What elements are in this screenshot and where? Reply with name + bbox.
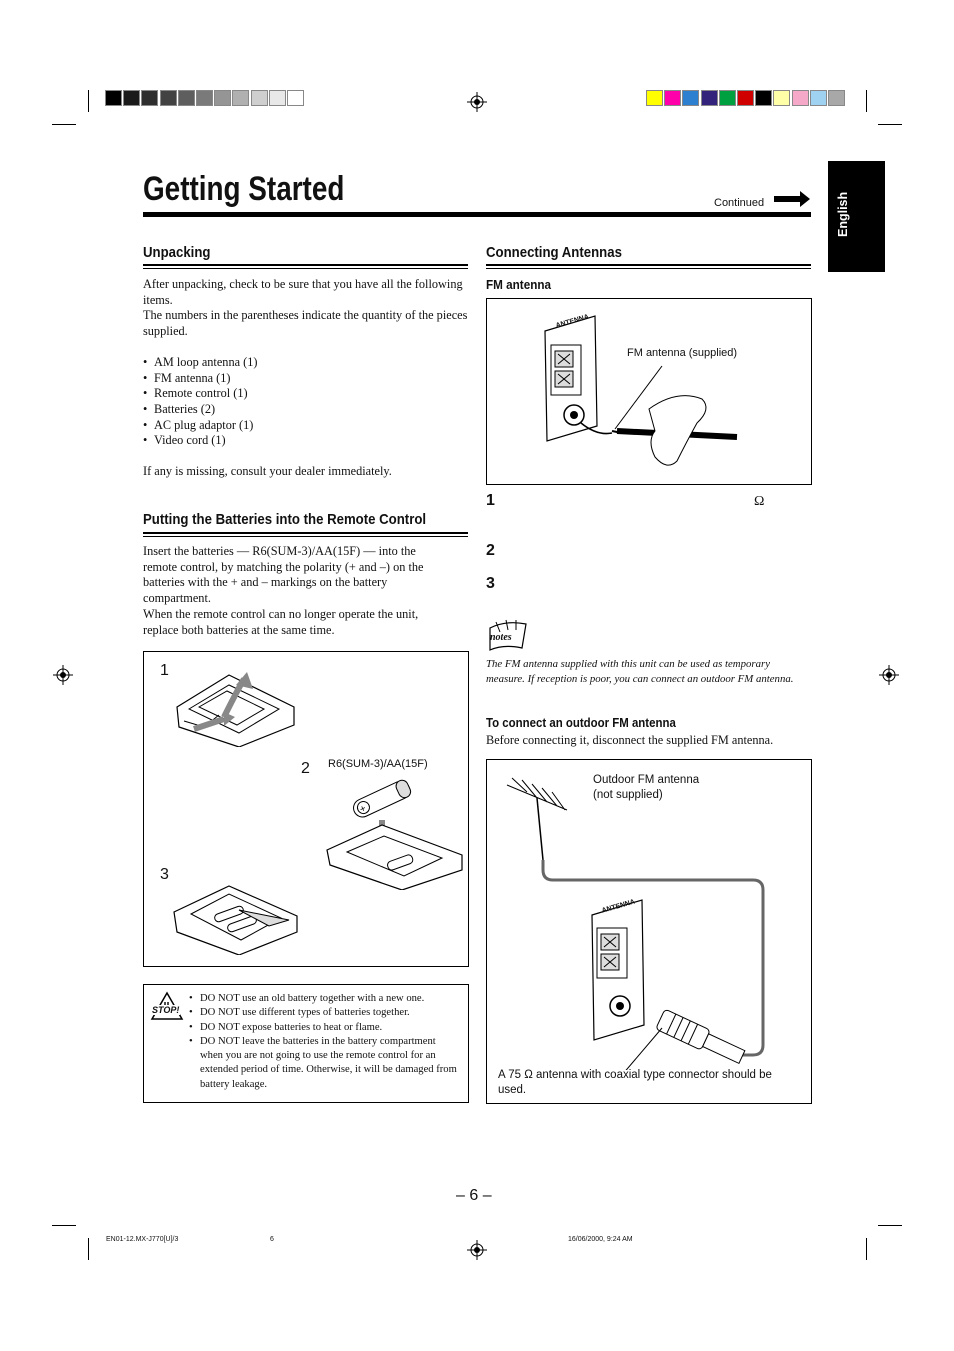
color-swatch: [251, 90, 268, 106]
omega-symbol: Ω: [754, 494, 765, 509]
list-item: • DO NOT leave the batteries in the battery compartment when you are not going to use the remote control for an extended period of time. Otherwise, it will be damaged from battery leakage.: [189, 1035, 459, 1092]
list-item: • DO NOT use an old battery together with a new one.: [189, 992, 459, 1006]
unpacking-intro: After unpacking, check to be sure that you have all the following items.: [143, 277, 463, 307]
crop-mark: [878, 124, 902, 125]
stop-label: STOP!: [152, 1005, 180, 1015]
footer-date: 16/06/2000, 9:24 AM: [568, 1236, 633, 1243]
antenna-panel-label: ANTENNA: [555, 313, 590, 330]
batteries-heading: Putting the Batteries into the Remote Control: [143, 511, 427, 528]
outdoor-antenna-label-note: (not supplied): [593, 789, 663, 801]
notes-label: notes: [490, 632, 512, 643]
warning-list: [189, 992, 459, 1092]
color-swatch: [105, 90, 122, 106]
color-swatch: [701, 90, 718, 106]
unpacking-heading: Unpacking: [143, 244, 211, 261]
unpacking-body: [143, 277, 468, 480]
page-title: Getting Started: [143, 170, 345, 208]
color-swatch: [682, 90, 699, 106]
crop-mark: [866, 1238, 867, 1260]
list-item: • AC plug adaptor (1): [143, 418, 468, 434]
color-swatch: [664, 90, 681, 106]
color-swatch: [232, 90, 249, 106]
language-tab: [828, 161, 885, 272]
antennas-heading: Connecting Antennas: [486, 244, 622, 261]
remote-close-illustration: [169, 880, 304, 955]
registration-mark: [879, 665, 899, 685]
color-swatch: [773, 90, 790, 106]
outdoor-antenna-caption: A 75 Ω antenna with coaxial type connector should be used.: [498, 1069, 772, 1096]
batteries-body: [143, 544, 453, 638]
color-swatch: [196, 90, 213, 106]
language-tab-label: English: [836, 191, 850, 237]
fm-antenna-subheading: FM antenna: [486, 277, 552, 292]
color-swatch: [287, 90, 304, 106]
color-swatch: [160, 90, 177, 106]
fm-antenna-label: FM antenna (supplied): [627, 347, 738, 359]
list-item: • FM antenna (1): [143, 371, 468, 387]
step-number: 3: [486, 575, 495, 592]
unpacking-missing: If any is missing, consult your dealer immediately.: [143, 464, 392, 479]
list-item: • Remote control (1): [143, 386, 468, 402]
list-item: • DO NOT use different types of batteries together.: [189, 1006, 459, 1020]
outdoor-antenna-figure: [486, 759, 812, 1104]
remote-open-illustration: [169, 667, 299, 747]
crop-mark: [866, 90, 867, 112]
battery-type-label: R6(SUM-3)/AA(15F): [328, 758, 428, 770]
color-swatch: [792, 90, 809, 106]
color-swatch: [737, 90, 754, 106]
svg-text:+: +: [358, 803, 369, 816]
antenna-panel-label: ANTENNA: [601, 898, 636, 915]
page-number: – 6 –: [456, 1187, 492, 1204]
list-item: • Video cord (1): [143, 433, 468, 449]
crop-mark: [88, 90, 89, 112]
fm-note: The FM antenna supplied with this unit can be used as temporary measure. If reception is poor, you can connect an outdoor FM antenna.: [486, 658, 794, 685]
heading-rule: [143, 264, 468, 269]
registration-mark: [53, 665, 73, 685]
title-rule: [143, 212, 811, 217]
color-swatch: [178, 90, 195, 106]
color-swatch: [123, 90, 140, 106]
step-number: 2: [486, 542, 495, 559]
battery-warning-box: [143, 984, 469, 1103]
color-swatch: [828, 90, 845, 106]
step-number: 1: [486, 492, 495, 509]
continued-label: Continued: [714, 197, 765, 209]
registration-mark: [467, 1240, 487, 1260]
figure-step-number: 1: [160, 662, 169, 679]
outdoor-antenna-text: Before connecting it, disconnect the supplied FM antenna.: [486, 733, 774, 747]
battery-figure: [143, 651, 469, 967]
battery-insert-illustration: [322, 770, 467, 890]
footer-page-small: 6: [270, 1236, 274, 1243]
list-item: • DO NOT expose batteries to heat or flame.: [189, 1021, 459, 1035]
crop-mark: [878, 1225, 902, 1226]
unpacking-list: [143, 355, 468, 449]
crop-mark: [52, 1225, 76, 1226]
outdoor-antenna-illustration: [497, 770, 797, 1070]
list-item: • AM loop antenna (1): [143, 355, 468, 371]
color-swatch: [214, 90, 231, 106]
color-swatch: [141, 90, 158, 106]
registration-mark: [467, 92, 487, 112]
batteries-text: Insert the batteries — R6(SUM-3)/AA(15F) — into the remote control, by matching the polarity (+ and –) on the batteries with the + and – markings on the battery compartment.: [143, 544, 424, 606]
list-item: • Batteries (2): [143, 402, 468, 418]
color-swatch: [810, 90, 827, 106]
batteries-text2: When the remote control can no longer operate the unit, replace both batteries at the same time.: [143, 606, 419, 637]
unpacking-intro2: The numbers in the parentheses indicate the quantity of the pieces supplied.: [143, 308, 468, 339]
outdoor-antenna-subheading: To connect an outdoor FM antenna: [486, 715, 676, 730]
footer-file-name: EN01-12.MX-J770[U]/3: [106, 1236, 179, 1243]
outdoor-antenna-label: Outdoor FM antenna: [593, 774, 700, 786]
crop-mark: [52, 124, 76, 125]
fm-antenna-figure: [486, 298, 812, 485]
heading-rule: [486, 264, 811, 269]
continued-arrow-icon: [774, 191, 810, 207]
color-swatch: [269, 90, 286, 106]
color-swatch: [719, 90, 736, 106]
color-swatch: [755, 90, 772, 106]
fm-antenna-illustration: [537, 311, 787, 479]
heading-rule: [143, 532, 468, 537]
figure-step-number: 3: [160, 866, 169, 883]
figure-step-number: 2: [301, 760, 310, 777]
crop-mark: [88, 1238, 89, 1260]
color-swatch: [646, 90, 663, 106]
